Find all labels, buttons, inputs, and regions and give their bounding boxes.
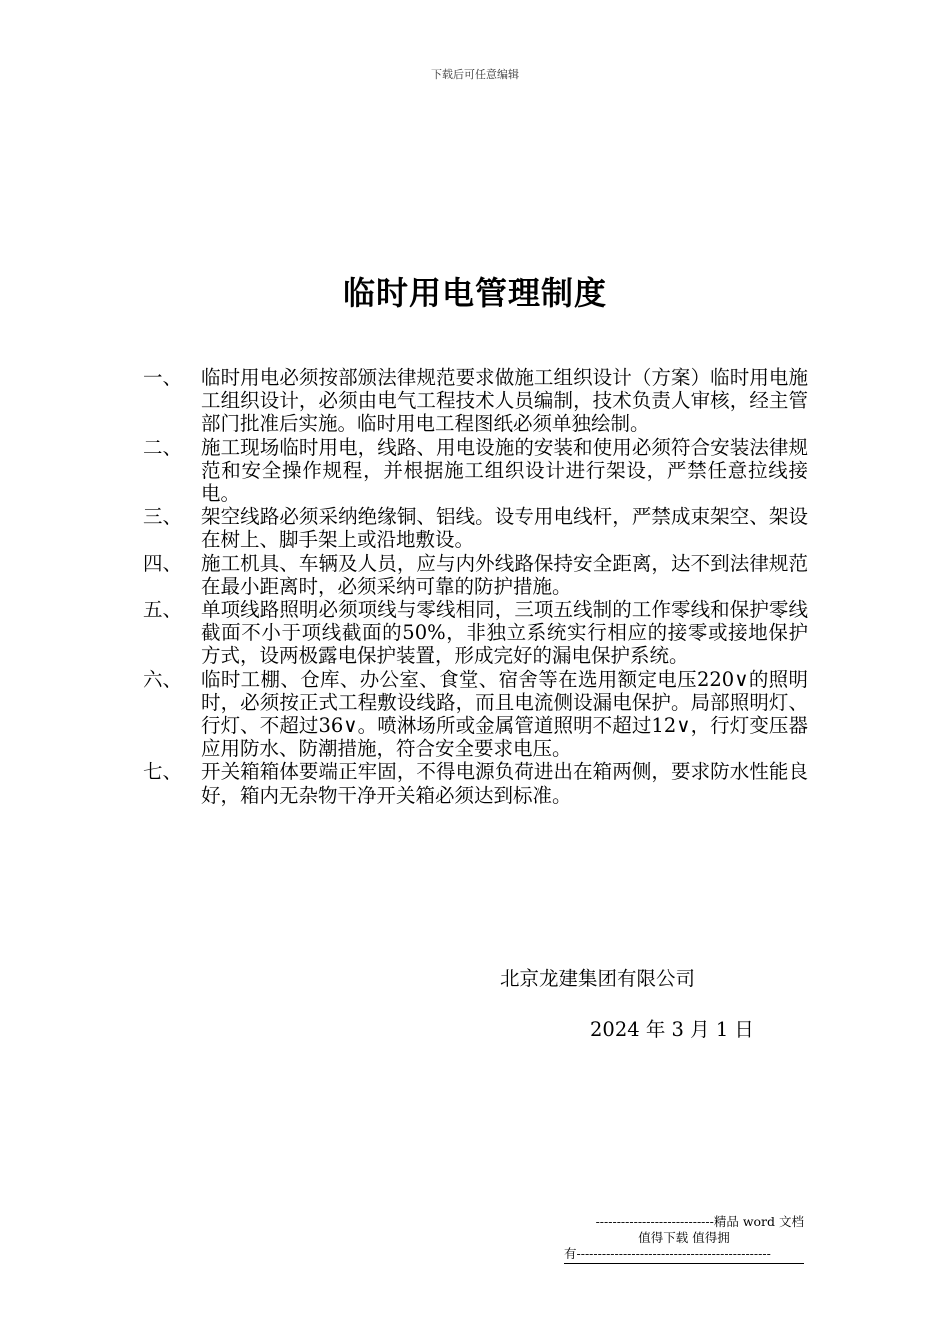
clause-text: 临时用电必须按部颁法律规范要求做施工组织设计（方案）临时用电施工组织设计，必须由电气工程技术人员编制，技术负责人审核，经主管部门批准后实施。临时用电工程图纸必须单独绘制。 xyxy=(201,366,808,436)
clause-number: 四、 xyxy=(143,551,183,575)
clause-number: 五、 xyxy=(143,598,183,622)
clause-number: 一、 xyxy=(143,366,183,389)
clause-list xyxy=(143,366,808,807)
footer-line-1: ----------------------------精品 word 文档 xyxy=(595,1214,804,1229)
clause-3 xyxy=(143,505,808,551)
company-name: 北京龙建集团有限公司 xyxy=(500,967,696,990)
footer-line-3: 有---------------------------------------------- xyxy=(564,1246,804,1264)
clause-text: 施工现场临时用电，线路、用电设施的安装和使用必须符合安装法律规范和安全操作规程，并根据施工组织设计进行架设，严禁任意拉线接电。 xyxy=(201,435,808,506)
footer-line-2: 值得下载 值得拥 xyxy=(638,1230,730,1245)
clause-number: 二、 xyxy=(143,435,183,459)
footer-note xyxy=(564,1214,804,1264)
document-date: 2024 年 3 月 1 日 xyxy=(590,1018,754,1041)
clause-text: 临时工棚、仓库、办公室、食堂、宿舍等在选用额定电压220∨的照明时，必须按正式工程敷设线路，而且电流侧设漏电保护。局部照明灯、行灯、不超过36∨。喷淋场所或金属管道照明不超过12∨，行灯变压器应用防水、防潮措施，符合安全要求电压。 xyxy=(201,667,808,761)
document-title: 临时用电管理制度 xyxy=(342,274,607,312)
clause-4 xyxy=(143,552,808,598)
clause-5 xyxy=(143,598,808,668)
clause-1 xyxy=(143,366,808,436)
clause-text: 施工机具、车辆及人员，应与内外线路保持安全距离，达不到法律规范在最小距离时，必须采纳可靠的防护措施。 xyxy=(201,551,808,598)
clause-2 xyxy=(143,436,808,506)
clause-text: 单项线路照明必须项线与零线相同，三项五线制的工作零线和保护零线截面不小于项线截面的50%，非独立系统实行相应的接零或接地保护方式，设两极露电保护装置，形成完好的漏电保护系统。 xyxy=(201,598,808,668)
clause-number: 七、 xyxy=(143,760,183,784)
header-note: 下载后可任意编辑 xyxy=(431,68,519,81)
clause-6 xyxy=(143,668,808,761)
clause-text: 架空线路必须采纳绝缘铜、铝线。设专用电线杆，严禁成束架空、架设在树上、脚手架上或沿地敷设。 xyxy=(201,505,808,552)
clause-text: 开关箱箱体要端正牢固，不得电源负荷进出在箱两侧，要求防水性能良好，箱内无杂物干净开关箱必须达到标准。 xyxy=(201,760,808,807)
clause-7 xyxy=(143,760,808,806)
clause-number: 六、 xyxy=(143,667,183,691)
clause-number: 三、 xyxy=(143,505,183,529)
